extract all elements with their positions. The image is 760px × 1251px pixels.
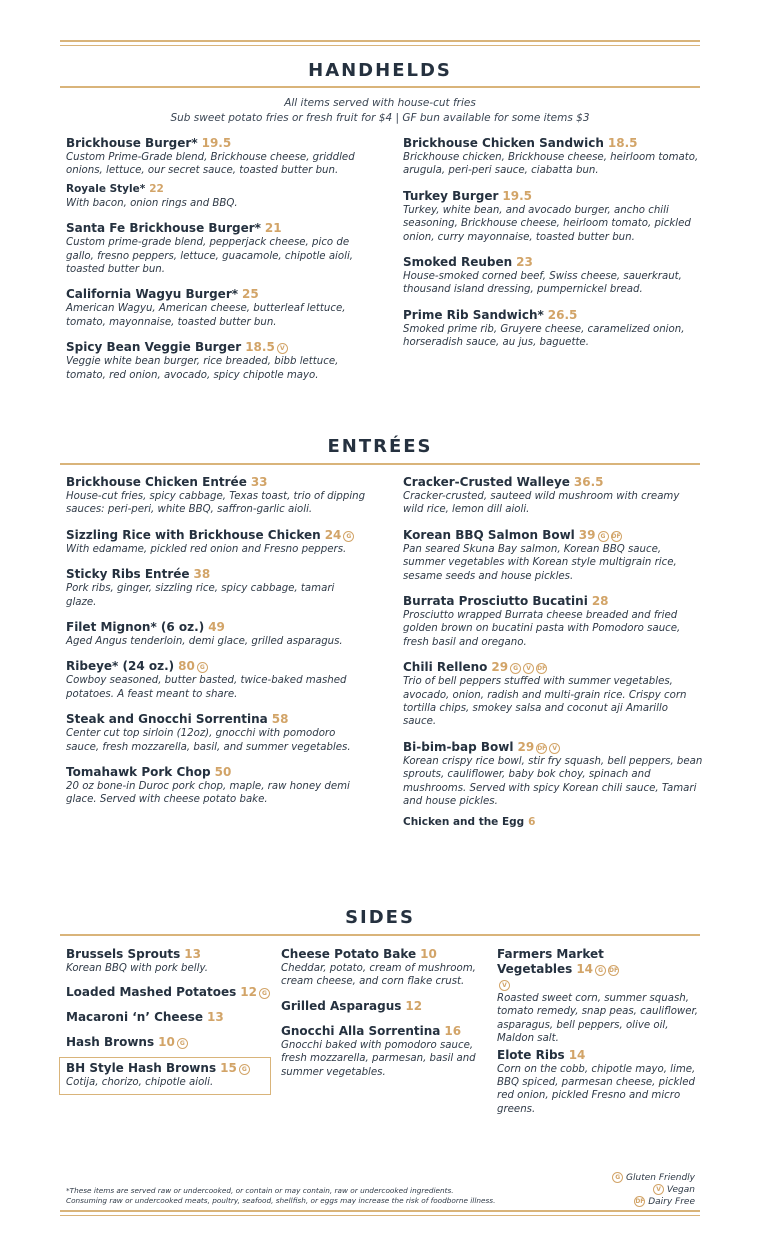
menu-item xyxy=(403,740,703,809)
item-desc: Korean crispy rice bowl, stir fry squash, bell peppers, bean sprouts, cauliflower, baby bok choy, spinach and mushrooms. Served with spicy Korean chili sauce, Tamari and house pickles. xyxy=(403,755,703,808)
item-name: Filet Mignon* (6 oz.) xyxy=(66,620,205,635)
footnote-line-1: *These items are served raw or undercooked, or contain or may contain, raw or undercooked ingredients. xyxy=(66,1186,454,1195)
item-price: 12 xyxy=(240,985,257,1000)
item-price: 28 xyxy=(591,594,609,609)
handhelds-note-1: All items served with house-cut fries xyxy=(284,97,476,109)
item-price: 29 xyxy=(517,739,535,754)
leaf-icon: V xyxy=(653,1184,664,1195)
entrees-title: ENTRÉES xyxy=(327,436,433,457)
item-name: Loaded Mashed Potatoes xyxy=(66,985,237,1000)
item-desc: With bacon, onion rings and BBQ. xyxy=(66,197,238,209)
leaf-icon: V xyxy=(499,980,510,991)
item-desc: Center cut top sirloin (12oz), gnocchi with pomodoro sauce, fresh mozzarella, basil, and summer vegetables. xyxy=(66,728,351,753)
menu-item xyxy=(66,182,366,210)
item-price: 15 xyxy=(220,1061,237,1076)
item-desc: Turkey, white bean, and avocado burger, ancho chili seasoning, Brickhouse cheese, heirloom tomato, pickled onion, curry mayonnaise, toasted butter bun. xyxy=(403,204,691,243)
item-price: 33 xyxy=(250,475,268,489)
item-price: 6 xyxy=(528,815,536,828)
wheat-icon: G xyxy=(612,1172,623,1183)
item-name: Royale Style* xyxy=(66,182,146,195)
item-name: Brickhouse Chicken Sandwich xyxy=(403,136,604,150)
leaf-icon: V xyxy=(523,663,534,674)
item-price: 13 xyxy=(207,1010,224,1025)
item-name: Prime Rib Sandwich* xyxy=(403,307,544,322)
menu-item xyxy=(66,567,366,609)
menu-item xyxy=(66,136,366,178)
menu-item xyxy=(66,765,366,807)
menu-item xyxy=(66,1010,276,1025)
sides-column-3 xyxy=(497,947,702,1116)
menu-item xyxy=(403,660,703,729)
item-price: 26.5 xyxy=(547,307,578,322)
menu-item xyxy=(403,189,703,244)
menu-item xyxy=(281,999,481,1014)
menu-item xyxy=(66,1035,276,1050)
legend-gluten: Gluten Friendly xyxy=(626,1173,695,1183)
item-name: Tomahawk Pork Chop xyxy=(66,765,211,780)
entrees-left-column xyxy=(66,475,366,807)
dairy-free-icon: DF xyxy=(609,967,619,974)
menu-item xyxy=(66,287,366,329)
handhelds-note-2: Sub sweet potato fries or fresh fruit for $4 | GF bun available for some items $3 xyxy=(170,112,590,124)
item-desc: Korean BBQ with pork belly. xyxy=(66,963,208,974)
item-price: 14 xyxy=(576,962,594,976)
item-name: Turkey Burger xyxy=(403,188,499,203)
item-desc: Trio of bell peppers stuffed with summer vegetables, avocado, onion, radish and multi-grain rice. Crispy corn tortilla chips, smokey salsa and coconut aji Amarillo sauce. xyxy=(403,676,687,728)
item-desc: Cheddar, potato, cream of mushroom, cream cheese, and corn flake crust. xyxy=(281,963,476,988)
sides-rule xyxy=(60,934,700,936)
legend-vegan: Vegan xyxy=(666,1185,695,1195)
menu-item xyxy=(66,340,366,382)
item-desc: Pan seared Skuna Bay salmon, Korean BBQ sauce, summer vegetables with Korean style multigrain rice, sesame seeds and house pickles. xyxy=(403,543,677,582)
item-name: Cheese Potato Bake xyxy=(281,947,417,961)
menu-item xyxy=(403,136,703,178)
item-price: 23 xyxy=(516,255,533,270)
entrees-right-column xyxy=(403,475,703,830)
menu-item xyxy=(66,221,366,276)
item-price: 29 xyxy=(491,660,509,675)
dietary-legend xyxy=(610,1172,695,1208)
wheat-icon: G xyxy=(343,531,354,542)
item-price: 19.5 xyxy=(201,136,232,150)
item-price: 22 xyxy=(149,182,164,195)
wheat-icon: G xyxy=(259,988,270,999)
menu-item xyxy=(403,308,703,350)
item-price: 25 xyxy=(242,287,259,302)
handhelds-rule xyxy=(60,86,700,88)
handhelds-right-column xyxy=(403,136,703,350)
wheat-icon: G xyxy=(595,965,606,976)
item-desc: Aged Angus tenderloin, demi glace, grilled asparagus. xyxy=(66,636,343,648)
item-name: Grilled Asparagus xyxy=(281,998,402,1013)
item-desc: 20 oz bone-in Duroc pork chop, maple, raw honey demi glace. Served with cheese potato bake. xyxy=(66,781,350,806)
item-name: Spicy Bean Veggie Burger xyxy=(66,340,242,355)
leaf-icon: V xyxy=(549,743,560,754)
item-desc: Brickhouse chicken, Brickhouse cheese, heirloom tomato, arugula, peri-peri sauce, ciabatta bun. xyxy=(403,152,699,177)
item-name: Sizzling Rice with Brickhouse Chicken xyxy=(66,527,321,542)
item-desc: Pork ribs, ginger, sizzling rice, spicy cabbage, tamari glaze. xyxy=(66,583,335,608)
item-name: Smoked Reuben xyxy=(403,255,513,270)
item-name: BH Style Hash Browns xyxy=(66,1061,217,1076)
menu-item xyxy=(66,475,366,517)
menu-item-highlighted xyxy=(59,1057,271,1094)
item-name: Sticky Ribs Entrée xyxy=(66,567,190,582)
item-price: 58 xyxy=(271,712,289,727)
item-name: Korean BBQ Salmon Bowl xyxy=(403,527,575,542)
item-name: Brickhouse Burger* xyxy=(66,136,198,150)
dairy-free-icon: DF xyxy=(537,744,547,752)
item-price: 39 xyxy=(578,527,596,542)
menu-item xyxy=(403,255,703,297)
item-price: 24 xyxy=(324,527,342,542)
menu-item xyxy=(66,985,276,1000)
item-price: 19.5 xyxy=(502,188,532,203)
dairy-free-icon: DF xyxy=(635,1198,645,1205)
item-name: Ribeye* (24 oz.) xyxy=(66,659,175,674)
item-price: 49 xyxy=(208,620,225,635)
item-price: 14 xyxy=(568,1047,586,1062)
menu-item xyxy=(66,947,276,975)
footnote xyxy=(66,1186,495,1206)
item-price: 50 xyxy=(214,765,232,780)
item-name: Elote Ribs xyxy=(497,1047,565,1062)
item-price: 12 xyxy=(405,998,423,1013)
sides-column-2 xyxy=(281,947,481,1079)
item-price: 80 xyxy=(178,659,195,674)
item-price: 16 xyxy=(444,1023,462,1038)
item-desc: With edamame, pickled red onion and Fresno peppers. xyxy=(66,543,347,555)
menu-item xyxy=(497,1048,702,1117)
item-desc: Cracker-crusted, sauteed wild mushroom with creamy wild rice, lemon dill aioli. xyxy=(403,491,680,516)
item-price: 10 xyxy=(158,1035,175,1050)
menu-item xyxy=(403,528,703,583)
item-name: Farmers Market Vegetables xyxy=(497,947,604,976)
item-name: Chicken and the Egg xyxy=(403,815,525,828)
item-name: Chili Relleno xyxy=(403,660,488,675)
item-desc: Corn on the cobb, chipotle mayo, lime, BBQ spiced, parmesan cheese, pickled red onion, pickled Fresno and micro greens. xyxy=(497,1063,696,1115)
menu-item xyxy=(66,620,366,648)
bottom-double-rule xyxy=(60,1210,700,1216)
item-name: Brussels Sprouts xyxy=(66,947,181,961)
item-name: Macaroni ‘n’ Cheese xyxy=(66,1010,203,1025)
menu-item xyxy=(403,594,703,649)
item-desc: American Wagyu, American cheese, butterleaf lettuce, tomato, mayonnaise, toasted butter bun. xyxy=(66,303,346,328)
wheat-icon: G xyxy=(197,662,208,673)
item-desc: Gnocchi baked with pomodoro sauce, fresh mozzarella, parmesan, basil and summer vegetables. xyxy=(281,1039,476,1078)
wheat-icon: G xyxy=(177,1038,188,1049)
item-desc: House-cut fries, spicy cabbage, Texas toast, trio of dipping sauces: peri-peri, white BBQ, saffron-garlic aioli. xyxy=(66,491,366,516)
item-name: Bi-bim-bap Bowl xyxy=(403,739,514,754)
item-price: 18.5 xyxy=(245,340,275,355)
sides-title: SIDES xyxy=(345,907,415,928)
menu-item xyxy=(66,659,366,701)
item-price: 38 xyxy=(193,567,211,582)
item-name: Gnocchi Alla Sorrentina xyxy=(281,1023,441,1038)
menu-item xyxy=(403,815,703,830)
item-desc: Cotija, chorizo, chipotle aioli. xyxy=(66,1077,214,1089)
item-desc: Custom Prime-Grade blend, Brickhouse cheese, griddled onions, lettuce, our secret sauce, toasted butter bun. xyxy=(66,152,355,177)
menu-item xyxy=(66,528,366,556)
wheat-icon: G xyxy=(239,1064,250,1075)
item-price: 13 xyxy=(184,947,201,961)
item-name: California Wagyu Burger* xyxy=(66,287,239,302)
handhelds-left-column xyxy=(66,136,366,382)
item-price: 10 xyxy=(420,947,437,961)
wheat-icon: G xyxy=(598,531,609,542)
item-name: Hash Browns xyxy=(66,1035,155,1050)
item-desc: Custom prime-grade blend, pepperjack cheese, pico de gallo, fresno peppers, lettuce, guacamole, chipotle aioli, toasted butter bun. xyxy=(66,237,354,276)
footnote-line-2: Consuming raw or undercooked meats, poultry, seafood, shellfish, or eggs may increase the risk of foodborne illness. xyxy=(66,1196,496,1205)
menu-item xyxy=(281,1024,481,1079)
item-name: Brickhouse Chicken Entrée xyxy=(66,475,247,489)
handhelds-title: HANDHELDS xyxy=(308,60,452,81)
item-name: Cracker-Crusted Walleye xyxy=(403,475,570,489)
sides-column-1 xyxy=(66,947,276,1095)
item-name: Burrata Prosciutto Bucatini xyxy=(403,594,588,609)
entrees-rule xyxy=(60,463,700,465)
item-desc: Smoked prime rib, Gruyere cheese, caramelized onion, horseradish sauce, au jus, baguette. xyxy=(403,323,685,349)
item-desc: Veggie white bean burger, rice breaded, bibb lettuce, tomato, red onion, avocado, spicy chipotle mayo. xyxy=(66,356,339,381)
dairy-free-icon: DF xyxy=(611,532,621,540)
menu-item xyxy=(281,947,481,989)
item-desc: Roasted sweet corn, summer squash, tomato remedy, snap peas, cauliflower, asparagus, bell peppers, olive oil, Maldon salt. xyxy=(497,993,699,1045)
item-price: 36.5 xyxy=(573,475,604,489)
item-desc: Prosciutto wrapped Burrata cheese breaded and fried golden brown on bucatini pasta with Pomodoro sauce, fresh basil and oregano. xyxy=(403,610,681,648)
menu-item xyxy=(403,475,703,517)
dairy-free-icon: DF xyxy=(537,665,547,673)
leaf-icon: V xyxy=(277,343,288,354)
menu-item xyxy=(66,712,366,754)
item-desc: Cowboy seasoned, butter basted, twice-baked mashed potatoes. A feast meant to share. xyxy=(66,675,347,700)
item-price: 21 xyxy=(264,221,282,236)
menu-item xyxy=(497,947,702,1046)
top-double-rule xyxy=(60,40,700,46)
item-name: Santa Fe Brickhouse Burger* xyxy=(66,221,261,236)
item-price: 18.5 xyxy=(607,136,638,150)
item-name: Steak and Gnocchi Sorrentina xyxy=(66,712,268,727)
item-desc: House-smoked corned beef, Swiss cheese, sauerkraut, thousand island dressing, pumpernickel bread. xyxy=(403,271,682,296)
wheat-icon: G xyxy=(510,663,521,674)
legend-dairy: Dairy Free xyxy=(648,1197,695,1207)
